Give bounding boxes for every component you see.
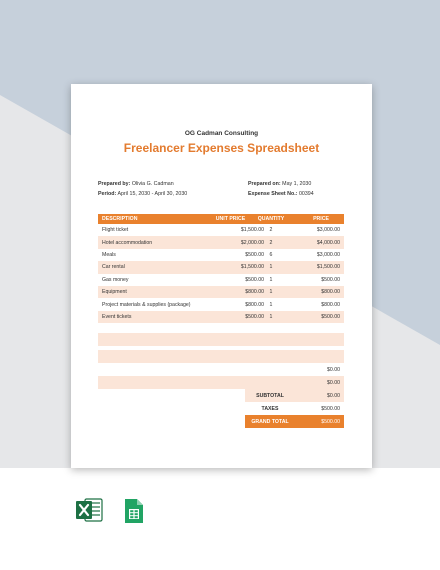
subtotal-value: $0.00 xyxy=(327,392,340,399)
row-quantity: 2 xyxy=(269,239,273,246)
header-price: PRICE xyxy=(313,216,329,222)
table-row xyxy=(98,249,344,261)
summary-value-cell xyxy=(295,363,344,376)
row-description: Gas money xyxy=(102,276,129,283)
row-price: $500.00 xyxy=(321,313,340,320)
prepared-by-value: Olivia G. Cadman xyxy=(131,181,174,187)
period xyxy=(98,191,187,197)
row-unit-price: $1,500.00 xyxy=(240,227,264,234)
period-value: April 15, 2030 - April 30, 2030 xyxy=(117,191,188,197)
table-row xyxy=(98,261,344,273)
extra-total-2: $0.00 xyxy=(327,379,340,386)
expense-sheet-no xyxy=(248,191,314,197)
table-header xyxy=(98,214,344,224)
empty-band-row xyxy=(98,350,344,363)
row-price: $1,500.00 xyxy=(316,264,340,271)
document-sheet xyxy=(71,84,372,468)
prepared-on-value: May 1, 2030 xyxy=(282,181,312,187)
row-description: Equipment xyxy=(102,289,127,296)
google-sheets-icon-graphic xyxy=(124,498,144,524)
table-row xyxy=(98,236,344,248)
row-unit-price: $500.00 xyxy=(245,313,264,320)
row-unit-price: $800.00 xyxy=(245,289,264,296)
row-unit-price: $500.00 xyxy=(245,276,264,283)
grand-total-row xyxy=(98,415,344,428)
table-row xyxy=(98,274,344,286)
summary-row xyxy=(98,363,344,376)
grand-total-label-cell xyxy=(245,415,295,428)
grand-total-value: $500.00 xyxy=(321,418,340,425)
empty-band-row xyxy=(98,333,344,346)
taxes-value-cell xyxy=(295,402,344,415)
excel-icon[interactable] xyxy=(75,498,103,527)
company-name: OG Cadman Consulting xyxy=(184,130,259,137)
header-unit-price: UNIT PRICE xyxy=(215,216,246,222)
row-description: Flight ticket xyxy=(102,227,129,234)
summary-block xyxy=(98,333,344,428)
taxes-row xyxy=(98,402,344,415)
header-quantity: QUANTITY xyxy=(257,216,285,222)
summary-value-cell xyxy=(295,376,344,389)
taxes-value: $500.00 xyxy=(321,405,340,412)
row-unit-price: $800.00 xyxy=(245,301,264,308)
subtotal-value-cell xyxy=(295,389,344,402)
background-footer xyxy=(0,468,440,570)
prepared-by xyxy=(98,181,174,187)
row-quantity: 1 xyxy=(269,301,273,308)
taxes-label-cell xyxy=(245,402,295,415)
row-quantity: 1 xyxy=(269,313,273,320)
prepared-on-label: Prepared on: xyxy=(248,181,281,187)
row-quantity: 6 xyxy=(269,251,273,258)
row-quantity: 2 xyxy=(269,227,273,234)
sheet-no-label: Expense Sheet No.: xyxy=(248,191,298,197)
period-label: Period: xyxy=(98,191,117,197)
google-sheets-icon[interactable] xyxy=(124,498,144,529)
row-description: Car rental xyxy=(102,264,125,271)
table-row xyxy=(98,311,344,323)
expenses-table xyxy=(98,214,344,323)
row-description: Event tickets xyxy=(102,313,132,320)
row-quantity: 1 xyxy=(269,289,273,296)
table-row xyxy=(98,286,344,298)
taxes-label: TAXES xyxy=(261,405,279,412)
prepared-on xyxy=(248,181,311,187)
extra-total-1: $0.00 xyxy=(327,366,340,373)
document-title: Freelancer Expenses Spreadsheet xyxy=(123,141,320,155)
row-description: Meals xyxy=(102,251,116,258)
sheet-no-value: 00394 xyxy=(298,191,314,197)
subtotal-row xyxy=(98,389,344,402)
row-unit-price: $1,500.00 xyxy=(240,264,264,271)
table-row xyxy=(98,298,344,310)
row-price: $500.00 xyxy=(321,276,340,283)
table-row xyxy=(98,224,344,236)
row-quantity: 1 xyxy=(269,276,273,283)
row-unit-price: $500.00 xyxy=(245,251,264,258)
prepared-by-label: Prepared by: xyxy=(98,181,131,187)
row-price: $4,000.00 xyxy=(316,239,340,246)
header-description: DESCRIPTION xyxy=(102,216,138,222)
grand-total-label: GRAND TOTAL xyxy=(251,418,289,425)
row-description: Project materials & supplies (package) xyxy=(102,301,191,308)
subtotal-label: SUBTOTAL xyxy=(256,392,284,399)
row-price: $3,000.00 xyxy=(316,251,340,258)
excel-icon-graphic xyxy=(75,498,103,522)
subtotal-label-cell xyxy=(245,389,295,402)
grand-total-value-cell xyxy=(295,415,344,428)
row-description: Hotel accommodation xyxy=(102,239,153,246)
row-unit-price: $2,000.00 xyxy=(240,239,264,246)
row-quantity: 1 xyxy=(269,264,273,271)
summary-row xyxy=(98,376,344,389)
row-price: $800.00 xyxy=(321,289,340,296)
row-price: $800.00 xyxy=(321,301,340,308)
row-price: $3,000.00 xyxy=(316,227,340,234)
